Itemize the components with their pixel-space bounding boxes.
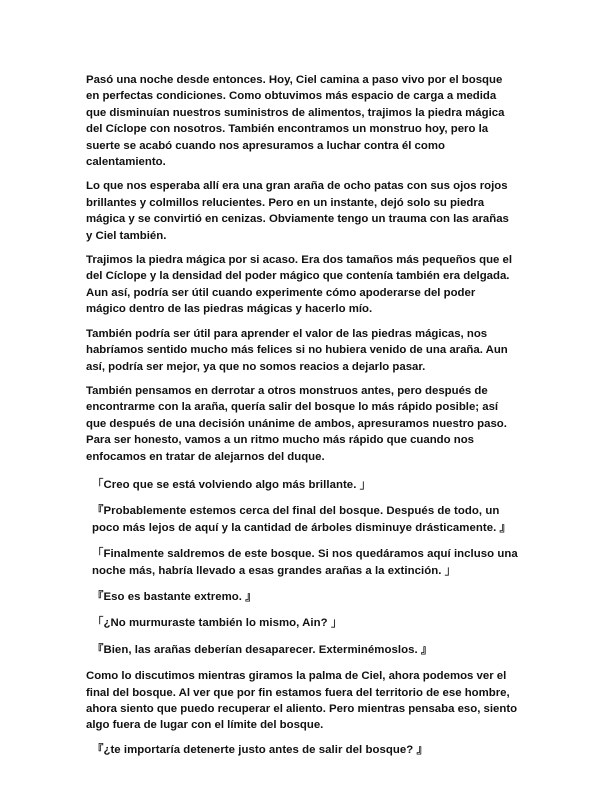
paragraph-2: Lo que nos esperaba allí era una gran araña de ocho patas con sus ojos rojos brillantes y colmillos relucientes. Pero en un instante, dejó solo su piedra mágica y se convirtió en cenizas. Obviamente tengo un trauma con las arañas y Ciel también. bbox=[86, 180, 509, 242]
paragraph-4: También podría ser útil para aprender el valor de las piedras mágicas, nos habríamos sentido mucho más felices si no hubiera venido de una araña. Aun así, podría ser mejor, ya que no somos reacios a dejarlo pasar. bbox=[86, 327, 508, 373]
closing-paragraph: Como lo discutimos mientras giramos la palma de Ciel, ahora podemos ver el final del bosque. Al ver que por fin estamos fuera del territorio de ese hombre, ahora siento que puedo recuperar el aliento. Pero mientras pensaba eso, siento algo fuera de lugar con el límite del bosque. bbox=[86, 670, 518, 732]
dialogue-line-6: 『Bien, las arañas deberían desaparecer. Exterminémoslos. 』 bbox=[92, 643, 433, 656]
document-page bbox=[86, 72, 518, 768]
paragraph-5: También pensamos en derrotar a otros monstruos antes, pero después de encontrarme con la araña, quería salir del bosque lo más rápido posible; así que después de una decisión unánime de ambos, apresuramos nuestro paso. Para ser honesto, vamos a un ritmo mucho más rápido que cuando nos enfocamos en tratar de alejarnos del duque. bbox=[86, 384, 507, 463]
paragraph-1: Pasó una noche desde entonces. Hoy, Ciel camina a paso vivo por el bosque en perfectas condiciones. Como obtuvimos más espacio de carga a medida que disminuían nuestros suministros de alimentos, trajimos la piedra mágica del Cíclope con nosotros. También encontramos un monstruo hoy, pero la suerte se acabó cuando nos apresuramos a luchar contra él como calentamiento. bbox=[86, 74, 505, 169]
dialogue-line-2: 『Probablemente estemos cerca del final del bosque. Después de todo, un poco más lejos de aquí y la cantidad de árboles disminuye drásticamente. 』 bbox=[92, 505, 511, 534]
dialogue-line-4: 『Eso es bastante extremo. 』 bbox=[92, 590, 257, 603]
dialogue-line-1: 「Creo que se está volviendo algo más brillante. 」 bbox=[92, 478, 372, 491]
dialogue-line-3: 「Finalmente saldremos de este bosque. Si nos quedáramos aquí incluso una noche más, habría llevado a esas grandes arañas a la extinción. 」 bbox=[92, 548, 518, 577]
dialogue-line-5: 「¿No murmuraste también lo mismo, Ain? 」 bbox=[92, 617, 343, 630]
paragraph-3: Trajimos la piedra mágica por si acaso. Era dos tamaños más pequeños que el del Cíclope y la densidad del poder mágico que contenía también era delgada. Aun así, podría ser útil cuando experimente cómo apoderarse del poder mágico dentro de las piedras mágicas y hacerlo mío. bbox=[86, 254, 513, 316]
final-dialogue-line: 『¿te importaría detenerte justo antes de salir del bosque? 』 bbox=[92, 743, 428, 756]
